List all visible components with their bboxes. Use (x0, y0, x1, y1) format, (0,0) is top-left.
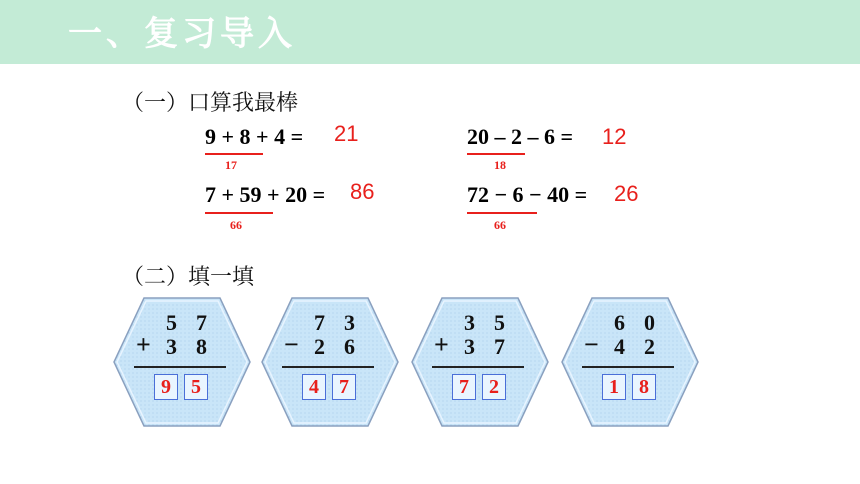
sum-line (134, 366, 226, 368)
answer-box-ones[interactable]: 5 (184, 374, 208, 400)
top-digit-ones: 5 (494, 310, 505, 335)
section-title-fill-in: （二）填一填 (122, 265, 255, 290)
hexagon-card (260, 296, 400, 428)
bottom-digit-ones: 7 (494, 334, 505, 359)
header-bar (0, 0, 860, 64)
top-digit-ones: 3 (344, 310, 355, 335)
hexagon-card (112, 296, 252, 428)
hexagon-shape (410, 296, 550, 428)
top-digit-ones: 0 (644, 310, 655, 335)
sum-line (282, 366, 374, 368)
top-digit-tens: 3 (464, 310, 475, 335)
underline-3 (467, 153, 525, 155)
bottom-digit-ones: 2 (644, 334, 655, 359)
answer-box-ones[interactable]: 2 (482, 374, 506, 400)
top-digit-ones: 7 (196, 310, 207, 335)
answer-4: 26 (614, 181, 639, 206)
answer-box-tens[interactable]: 1 (602, 374, 626, 400)
answer-3: 12 (602, 124, 627, 149)
hexagon-shape (560, 296, 700, 428)
underline-1 (205, 153, 263, 155)
underline-4 (467, 212, 537, 214)
section-title-mental-math: （一）口算我最棒 (122, 91, 299, 116)
top-digit-tens: 5 (166, 310, 177, 335)
expression-4: 72 − 6 − 40 = (467, 182, 588, 207)
bottom-digit-ones: 6 (344, 334, 355, 359)
answer-box-ones[interactable]: 7 (332, 374, 356, 400)
answer-box-ones[interactable]: 8 (632, 374, 656, 400)
hexagon-card (410, 296, 550, 428)
operator-sign: + (136, 330, 151, 359)
answer-box-tens[interactable]: 7 (452, 374, 476, 400)
answer-box-tens[interactable]: 9 (154, 374, 178, 400)
hexagon-shape (260, 296, 400, 428)
top-digit-tens: 7 (314, 310, 325, 335)
bottom-digit-tens: 2 (314, 334, 325, 359)
bottom-digit-tens: 4 (614, 334, 625, 359)
intermediate-1: 17 (225, 158, 237, 172)
answer-box-tens[interactable]: 4 (302, 374, 326, 400)
bottom-digit-ones: 8 (196, 334, 207, 359)
underline-2 (205, 212, 273, 214)
operator-sign: − (284, 330, 299, 359)
sum-line (582, 366, 674, 368)
hexagon-shape (112, 296, 252, 428)
bottom-digit-tens: 3 (166, 334, 177, 359)
top-digit-tens: 6 (614, 310, 625, 335)
operator-sign: + (434, 330, 449, 359)
answer-2: 86 (350, 179, 375, 204)
intermediate-3: 18 (494, 158, 506, 172)
answer-1: 21 (334, 121, 359, 146)
intermediate-4: 66 (494, 218, 506, 232)
expression-3: 20 – 2 – 6 = (467, 124, 574, 149)
operator-sign: − (584, 330, 599, 359)
intermediate-2: 66 (230, 218, 242, 232)
sum-line (432, 366, 524, 368)
expression-1: 9 + 8 + 4 = (205, 124, 304, 149)
expression-2: 7 + 59 + 20 = (205, 182, 326, 207)
hexagon-card (560, 296, 700, 428)
bottom-digit-tens: 3 (464, 334, 475, 359)
page-title: 一、复习导入 (68, 14, 296, 54)
